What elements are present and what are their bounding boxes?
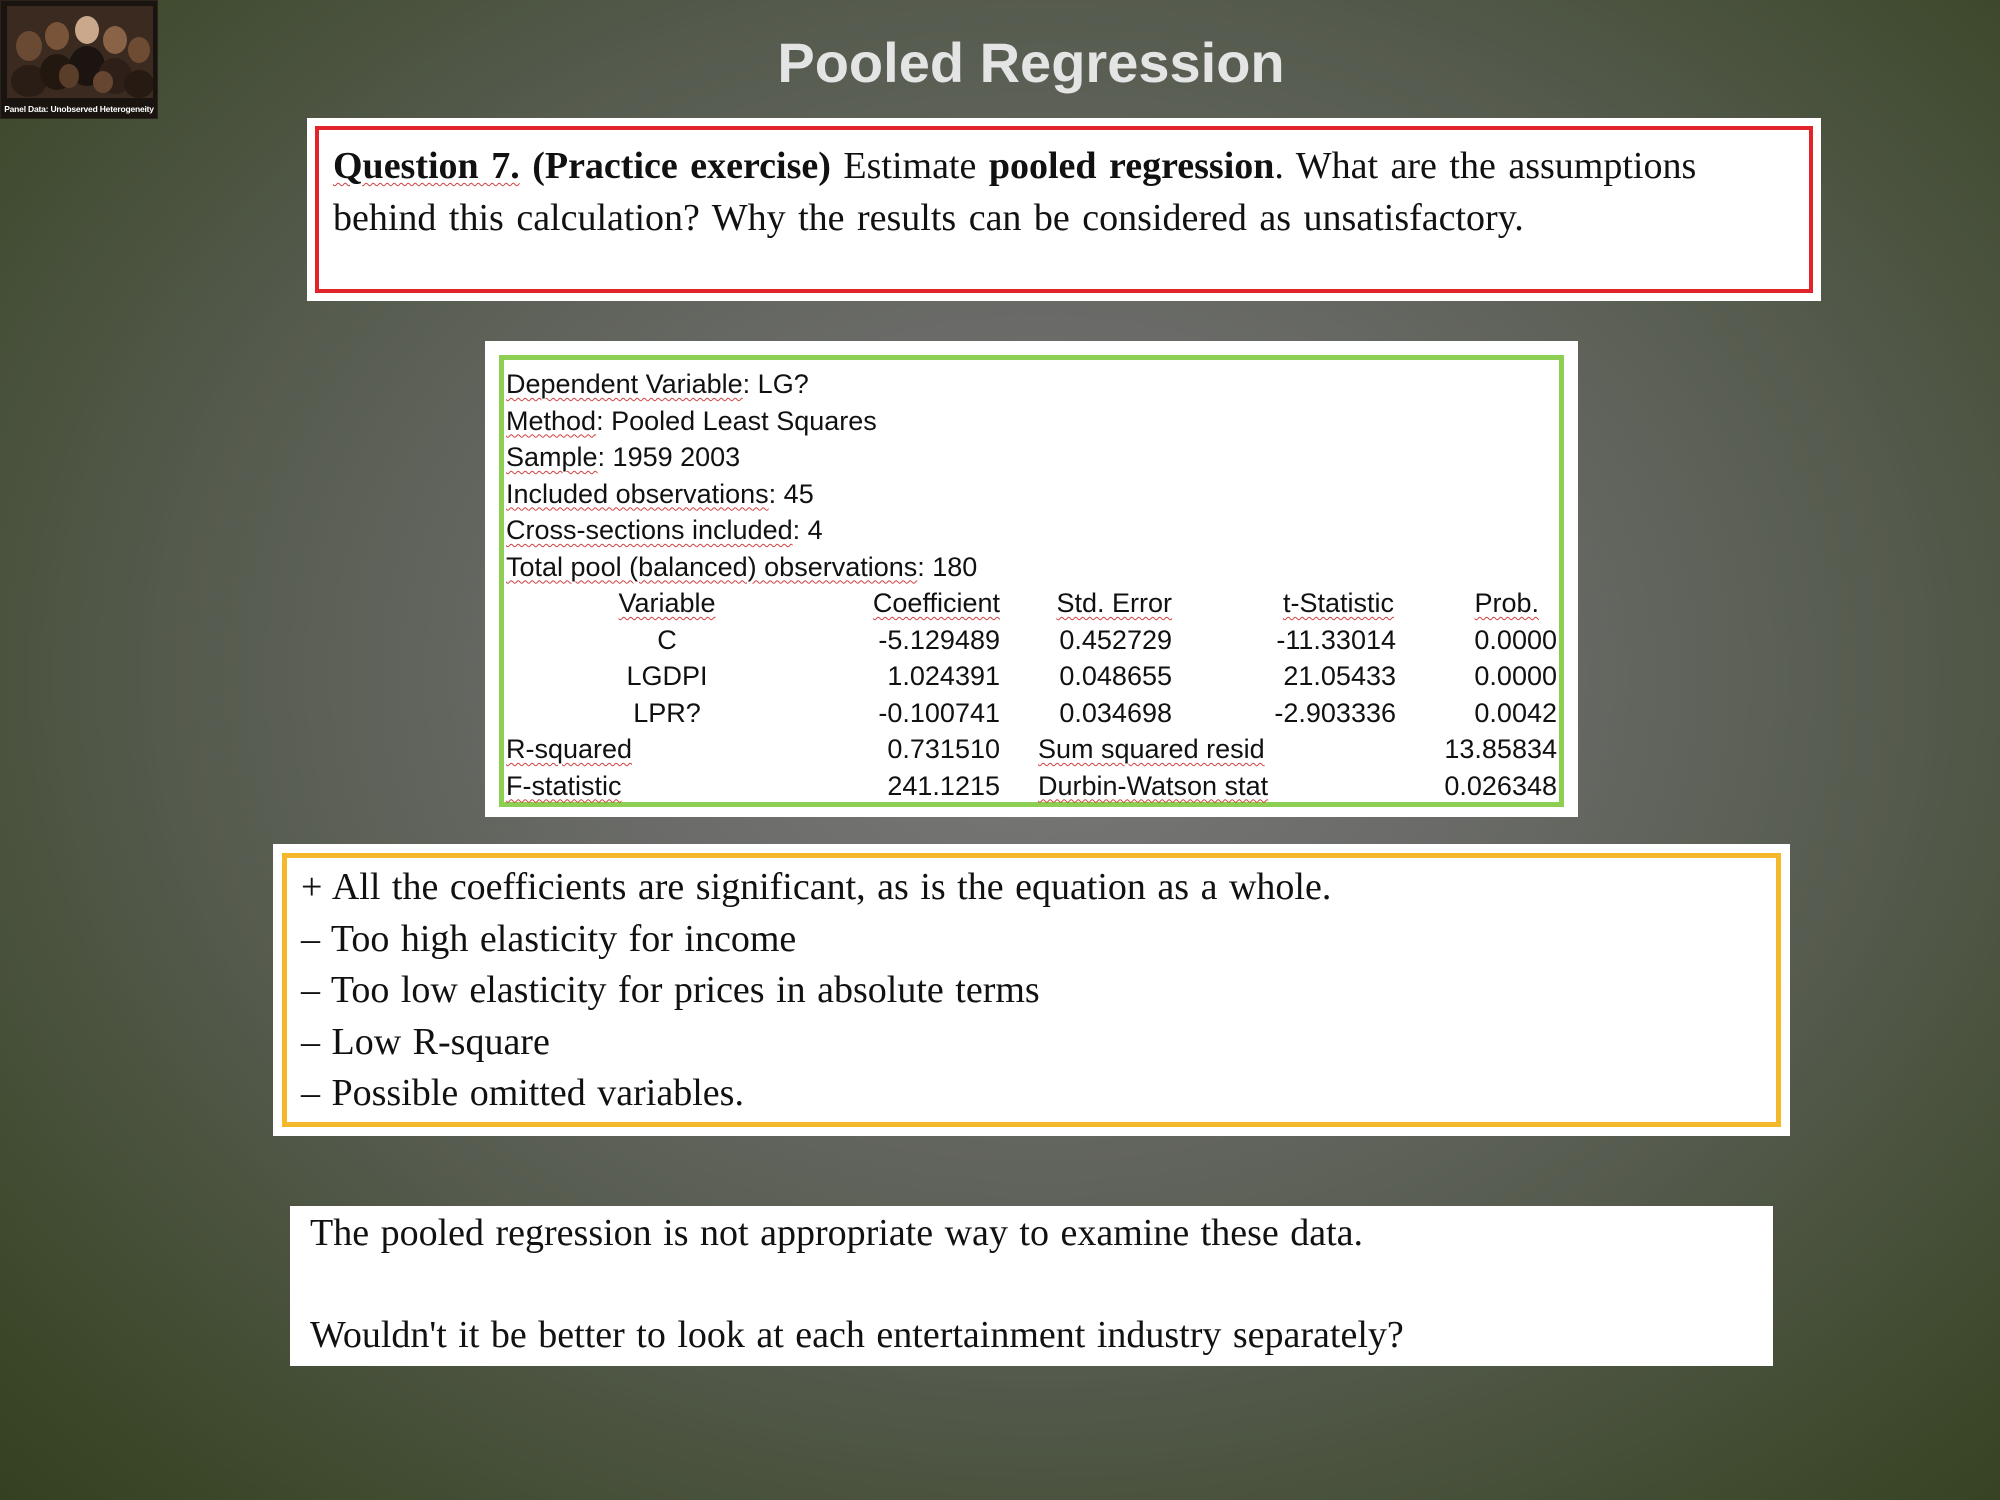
regression-output [499, 355, 1564, 807]
reg-header-line: Method: Pooled Least Squares [506, 405, 877, 436]
reg-header-line: Total pool (balanced) observations: 180 [506, 551, 978, 582]
table-header-row [506, 585, 1557, 622]
coefficient-table [506, 585, 1557, 804]
list-item: – Low R-square [301, 1020, 550, 1063]
list-item: – Too high elasticity for income [301, 917, 797, 960]
column-header: Prob. [1474, 588, 1539, 618]
spacer-line [310, 1259, 1753, 1310]
question-label: Question 7. [333, 145, 520, 187]
reg-header-line: Sample: 1959 2003 [506, 442, 741, 472]
reg-header-line: Cross-sections included: 4 [506, 515, 823, 545]
list-item: + All the coefficients are significant, as is the equation as a whole. [301, 866, 1332, 908]
question-box [307, 118, 1821, 301]
question-text-2: . What are the assumptions behind this calculation? Why the results can be considered as unsatisfactory. [333, 145, 1697, 239]
list-item: – Possible omitted variables. [301, 1072, 744, 1114]
conclusions-list [282, 853, 1781, 1127]
table-row: LGDPI 1.024391 0.048655 21.05433 0.0000 [626, 661, 1557, 691]
slide-title: Pooled Regression [777, 31, 1285, 94]
final-line-2: Wouldn't it be better to look at each entertainment industry separately? [310, 1314, 1404, 1356]
stats-row: R-squared 0.731510 Sum squared resid 13.85834 [506, 734, 1557, 764]
question-bold-term: pooled regression [988, 145, 1275, 187]
reg-header-line: Included observations: 45 [506, 478, 814, 509]
stats-row: F-statistic 241.1215 Durbin-Watson stat 0.026348 [506, 770, 1557, 801]
question-text [315, 126, 1813, 293]
final-statement-box [290, 1206, 1773, 1366]
logo-caption: Panel Data: Unobserved Heterogeneity [4, 104, 154, 114]
table-row: LPR? -0.100741 0.034698 -2.903336 0.0042 [633, 697, 1557, 728]
question-text-1: Estimate [843, 145, 977, 187]
list-item: – Too low elasticity for prices in absolute terms [301, 969, 1040, 1011]
conclusions-box [273, 844, 1790, 1136]
column-header: Variable [618, 588, 716, 618]
table-row: C -5.129489 0.452729 -11.33014 0.0000 [657, 624, 1557, 655]
final-line-1: The pooled regression is not appropriate way to examine these data. [310, 1212, 1364, 1254]
regression-output-box [485, 341, 1578, 817]
column-header: Std. Error [1056, 588, 1172, 618]
column-header: Coefficient [872, 588, 1000, 618]
reg-header-line: Dependent Variable: LG? [506, 369, 809, 399]
column-header: t-Statistic [1282, 588, 1394, 618]
question-practice: (Practice exercise) [532, 145, 831, 187]
